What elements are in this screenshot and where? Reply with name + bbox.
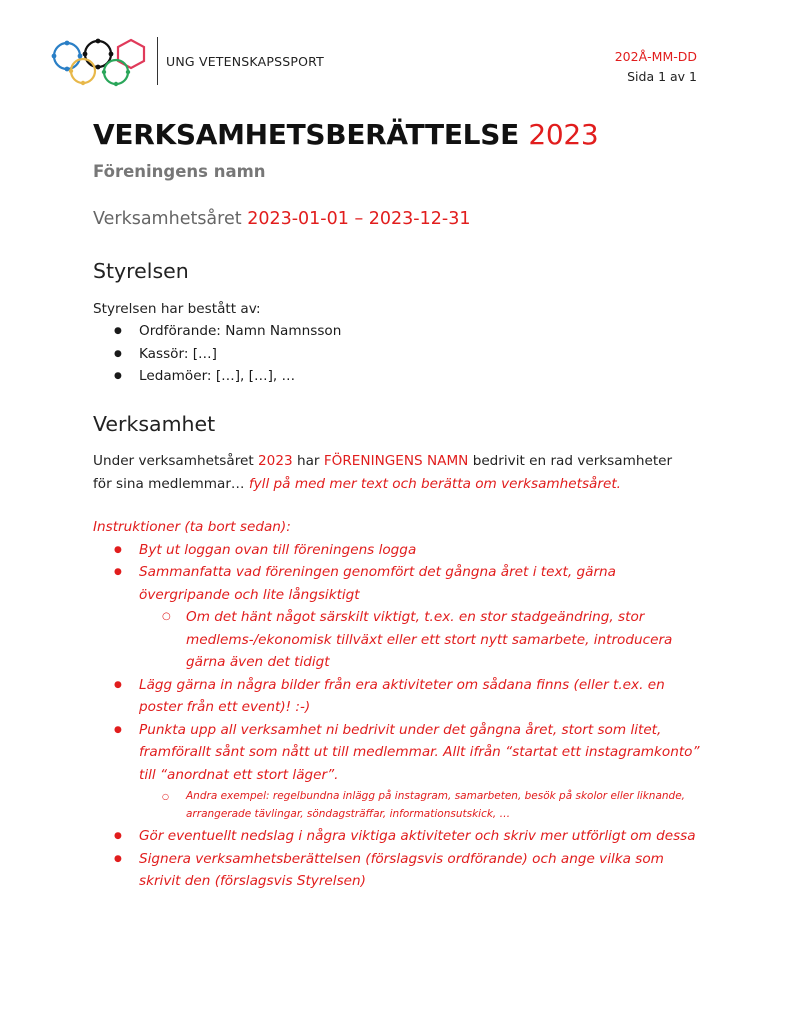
fiscal-period xyxy=(93,209,470,229)
activity-text: bedrivit en rad verksamheter för sina medlemmar… xyxy=(93,453,673,492)
title-year: 2023 xyxy=(528,118,599,151)
activity-year: 2023 xyxy=(258,453,293,469)
board-intro: Styrelsen har bestått av: xyxy=(93,301,261,317)
instruction-subitem: ○ Om det hänt något särskilt viktigt, t.ex. en stor stadgeändring, stor medlems-/ekonomisk tillväxt eller ett stort nytt samarbete, introducera gärna även det tidigt xyxy=(139,606,703,674)
document-meta xyxy=(615,47,697,87)
organization-logo xyxy=(48,36,153,88)
board-member-list xyxy=(93,320,341,388)
activity-paragraph xyxy=(93,450,693,495)
activity-text: Under verksamhetsåret xyxy=(93,453,254,469)
logo-ring-green xyxy=(104,60,128,84)
instruction-sublist xyxy=(139,606,703,674)
instruction-item: ● Byt ut loggan ovan till föreningens logga xyxy=(93,539,703,562)
instruction-text: Punkta upp all verksamhet ni bedrivit under det gångna året, stort som litet, framförallt sånt som nått ut till medlemmar. Allt ifrån “startat ett instagramkonto” till “anordnat ett stort läger”. xyxy=(139,721,700,783)
instruction-subitem: ○ Andra exempel: regelbundna inlägg på instagram, samarbeten, besök på skolor eller liknande, arrangerade tävlingar, söndagsträffar, informationsutskick, … xyxy=(139,788,703,823)
instruction-item xyxy=(93,561,703,674)
instructions-list xyxy=(93,539,703,893)
instruction-sublist xyxy=(139,788,703,823)
activity-heading: Verksamhet xyxy=(93,412,216,436)
board-member-item: ● Kassör: […] xyxy=(93,343,341,366)
association-name-placeholder: Föreningens namn xyxy=(93,162,266,181)
logo-ring-yellow xyxy=(71,59,95,83)
instruction-item: ● Gör eventuellt nedslag i några viktiga aktiviteter och skriv mer utförligt om dessa xyxy=(93,825,703,848)
period-dates: 2023-01-01 – 2023-12-31 xyxy=(247,209,471,229)
fill-in-hint: fyll på med mer text och berätta om verksamhetsåret. xyxy=(248,475,621,492)
logo-ring-blue xyxy=(54,43,80,69)
instructions-heading: Instruktioner (ta bort sedan): xyxy=(93,519,291,535)
logo-ring-red xyxy=(118,40,144,68)
board-member-item: ● Ordförande: Namn Namnsson xyxy=(93,320,341,343)
title-text: VERKSAMHETSBERÄTTELSE xyxy=(93,118,519,151)
document-title xyxy=(93,118,598,151)
board-heading: Styrelsen xyxy=(93,259,189,283)
page-number: Sida 1 av 1 xyxy=(627,69,697,84)
instructions-block xyxy=(93,516,703,893)
instruction-item: ● Signera verksamhetsberättelsen (förslagsvis ordförande) och ange vilka som skrivit den (förslagsvis Styrelsen) xyxy=(93,848,703,893)
period-label: Verksamhetsåret xyxy=(93,209,242,229)
instruction-item: ● Lägg gärna in några bilder från era aktiviteter om sådana finns (eller t.ex. en poster från ett event)! :-) xyxy=(93,674,703,719)
document-date: 202Å-MM-DD xyxy=(614,49,697,64)
logo-divider xyxy=(157,37,158,85)
instruction-text: Sammanfatta vad föreningen genomfört det gångna året i text, gärna övergripande och lite långsiktigt xyxy=(139,564,616,603)
instruction-item xyxy=(93,719,703,824)
organization-name: UNG VETENSKAPSSPORT xyxy=(166,54,324,69)
board-member-item: ● Ledamöer: […], […], … xyxy=(93,365,341,388)
activity-text: har xyxy=(296,453,320,469)
organization-placeholder: FÖRENINGENS NAMN xyxy=(323,453,469,469)
